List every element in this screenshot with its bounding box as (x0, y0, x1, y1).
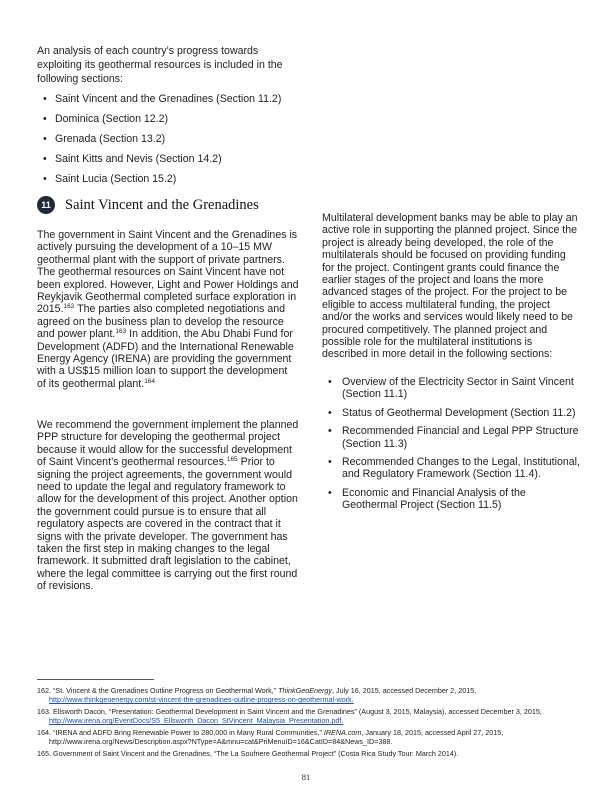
footnote: 163. Ellsworth Dacon, “Presentation: Geothermal Development in Saint Vincent and the Grenadines” (August 3, 2015, Malaysia), accessed December 3, 2015, http://www.irena.org/EventDocs/S5_Ellsworth_Dacon_StVincent_Malaysia_Presentation.pdf. (37, 707, 542, 726)
section-number-badge: 11 (37, 196, 55, 214)
footnote-ref[interactable]: 163 (115, 328, 127, 336)
list-item: • Grenada (Section 13.2) (37, 132, 327, 146)
list-item: • Dominica (Section 12.2) (37, 112, 327, 126)
footnote-divider (37, 679, 154, 680)
footnote-link[interactable]: http://www.thinkgeoenergy.com/st-vincent-the-grenadines-outline-progress-on-geothermal-work. (49, 695, 354, 705)
list-item: • Status of Geothermal Development (Section 11.2) (322, 407, 580, 419)
paragraph-text: In addition, the Abu Dhabi Fund for Development (ADFD) and the International Renewable Energy Agency (IRENA) are providing the government with a US$15 million loan to support the development of its geothermal plant. (37, 328, 294, 390)
body-paragraph-1 (37, 229, 299, 390)
paragraph-text: The parties also completed negotiations and agreed on the business plan to develop the resource and power plant. (37, 303, 286, 341)
body-paragraph-2 (37, 419, 299, 593)
paragraph-text: Prior to signing the project agreements, the government would need to update the legal and regulatory framework to allow for the development of this project. Another option the government could pursue is to ensure that all regulatory aspects are covered in the contract that it signs with the private developer. The government has taken the first step in making changes to the legal framework. It submitted draft legislation to the cabinet, where the legal committee is carrying out the first round of revisions. (37, 456, 298, 593)
source-title: ThinkGeoEnergy (278, 686, 332, 695)
section-heading (37, 195, 297, 215)
footnote-ref[interactable]: 162 (63, 303, 75, 311)
section-title: Saint Vincent and the Grenadines (65, 196, 259, 213)
list-item: • Saint Kitts and Nevis (Section 14.2) (37, 152, 327, 166)
footnote-ref[interactable]: 165 (226, 456, 238, 464)
country-section-list (37, 92, 327, 192)
source-title: IRENA.com (323, 728, 362, 738)
paragraph-text: The government in Saint Vincent and the Grenadines is actively pursuing the development of a 10–15 MW geothermal plant with the support of private partners. The geothermal resources on Saint Vincent have not been explored. However, Light and Power Holdings and Reykjavik Geothermal completed surface exploration in 2015. (37, 229, 299, 316)
list-item: • Overview of the Electricity Sector in Saint Vincent (Section 11.1) (322, 376, 580, 401)
page-number: 81 (301, 772, 311, 782)
body-paragraph-3: Multilateral development banks may be able to play an active role in supporting the planned project. Since the project is already being developed, the role of the multilaterals should be focused on providing funding for the project. Contingent grants could finance the earlier stages of the project and loans the more advanced stages of the project. For the project to be eligible to access multilateral funding, the project and/or the works and services would likely need to be procured competitively. The planned project and possible role for the multilateral institutions is described in more detail in the following sections: (322, 212, 578, 361)
intro-paragraph: An analysis of each country’s progress towards exploiting its geothermal resources is included in the following sections: (37, 45, 283, 85)
footnotes (37, 686, 587, 761)
list-item: • Saint Lucia (Section 15.2) (37, 172, 327, 186)
subsection-list (322, 376, 580, 518)
list-item: • Saint Vincent and the Grenadines (Section 11.2) (37, 92, 327, 106)
list-item: • Economic and Financial Analysis of the Geothermal Project (Section 11.5) (322, 487, 580, 512)
footnote: 165. Government of Saint Vincent and the Grenadines, “The La Soufriere Geothermal Project” (Costa Rica Study Tour: March 2014). (37, 749, 459, 759)
list-item: • Recommended Changes to the Legal, Institutional, and Regulatory Framework (Section 11.4). (322, 456, 580, 481)
footnote-link[interactable]: http://www.irena.org/EventDocs/S5_Ellsworth_Dacon_StVincent_Malaysia_Presentation.pdf. (49, 716, 344, 726)
paragraph-text: We recommend the government implement the planned PPP structure for developing the geothermal project because it would allow for the successful development of Saint Vincent’s geothermal resources. (37, 419, 299, 469)
footnote: 162. “St. Vincent & the Grenadines Outline Progress on Geothermal Work,” ThinkGeoEnergy, July 16, 2015, accessed December 2, 2015, http://www.thinkgeoenergy.com/st-vincent-the-grenadines-outline-progress-on-geothermal-work. (37, 686, 477, 705)
list-item: • Recommended Financial and Legal PPP Structure (Section 11.3) (322, 425, 580, 450)
footnote: 164. “IRENA and ADFD Bring Renewable Power to 280,000 in Many Rural Communities,” IRENA.com, January 18, 2015, accessed April 27, 2015, http://www.irena.org/News/Description.aspx?NType=A&mnu=cat&PriMenuID=16&CatID=84&News_ID=388. (37, 728, 504, 747)
footnote-ref[interactable]: 164 (144, 377, 156, 385)
